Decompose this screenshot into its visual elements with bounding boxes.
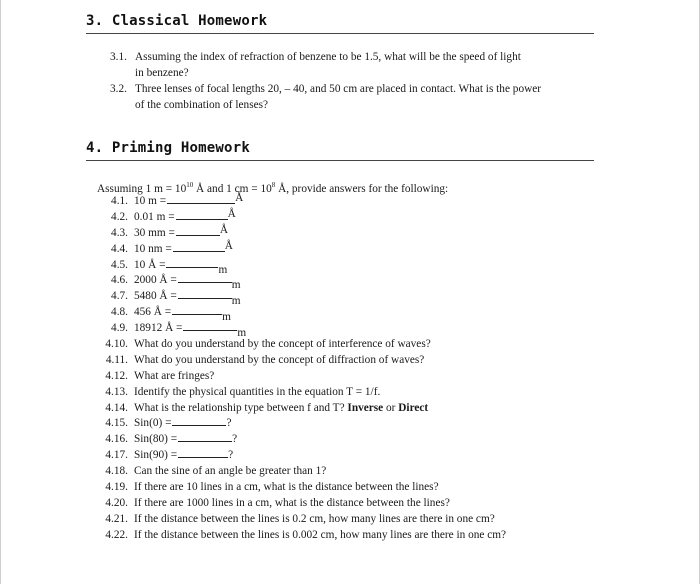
answer-blank[interactable] <box>176 209 228 220</box>
question-4-11 <box>0 352 700 368</box>
question-number: 4.17. <box>105 449 128 462</box>
question-mark: ? <box>228 449 234 462</box>
answer-blank[interactable] <box>178 272 232 283</box>
question-line: in benzene? <box>135 67 189 79</box>
sine-lhs: Sin(80) = <box>134 433 178 446</box>
conversion-lhs: 30 mm = <box>134 226 175 239</box>
conversion-unit: m <box>222 311 231 324</box>
question-mark: ? <box>226 417 232 430</box>
question-4-3 <box>0 225 700 241</box>
question-number: 3.2. <box>110 83 127 95</box>
question-text: If there are 1000 lines in a cm, what is the distance between the lines? <box>134 496 450 509</box>
question-number: 4.3. <box>111 226 128 239</box>
question-number: 4.9. <box>111 322 128 335</box>
answer-blank[interactable] <box>178 288 232 299</box>
question-number: 4.4. <box>111 242 128 255</box>
question-number: 4.10. <box>105 338 128 351</box>
section3-rule <box>86 33 594 34</box>
question-text: If there are 10 lines in a cm, what is the distance between the lines? <box>134 481 439 494</box>
conversion-lhs: 456 Å = <box>134 306 172 319</box>
section4-rule <box>86 160 594 161</box>
question-4-18 <box>0 463 700 479</box>
conversion-lhs: 10 Å = <box>134 258 166 271</box>
conversion-lhs: 10 m = <box>134 195 167 207</box>
question-4-5 <box>0 257 700 276</box>
question-4-2 <box>0 209 700 225</box>
question-3-1 <box>110 49 590 81</box>
question-number: 4.6. <box>111 274 128 287</box>
question-4-16 <box>0 431 700 447</box>
question-4-20 <box>0 495 700 511</box>
intro-exponent: 10 <box>186 181 194 189</box>
question-number: 4.11. <box>105 353 128 366</box>
question-text: What is the relationship type between f and T? <box>134 401 348 414</box>
question-4-4 <box>0 241 700 257</box>
question-4-22 <box>0 527 700 543</box>
question-number: 4.18. <box>105 465 128 478</box>
question-mark: ? <box>232 433 238 446</box>
conversion-unit: Å <box>227 207 236 220</box>
option-direct: Direct <box>398 401 429 414</box>
answer-blank[interactable] <box>178 431 232 442</box>
question-4-8 <box>0 304 700 324</box>
question-text: What are fringes? <box>134 369 215 382</box>
question-text: Can the sine of an angle be greater than 1? <box>134 465 327 478</box>
question-text: What do you understand by the concept of diffraction of waves? <box>134 353 425 366</box>
intro-exponent: 8 <box>271 181 276 189</box>
question-4-21 <box>0 511 700 527</box>
question-4-17 <box>0 447 700 463</box>
answer-blank[interactable] <box>178 447 228 458</box>
answer-blank[interactable] <box>167 193 235 204</box>
option-separator: or <box>383 401 399 414</box>
conversion-unit: Å <box>235 192 244 204</box>
conversion-lhs: 10 nm = <box>134 242 172 255</box>
answer-blank[interactable] <box>172 304 222 315</box>
question-4-13 <box>0 384 700 400</box>
question-text <box>135 81 590 113</box>
answer-blank[interactable] <box>172 415 226 426</box>
question-number: 4.15. <box>105 417 128 430</box>
question-line: of the combination of lenses? <box>135 99 269 111</box>
question-number: 4.5. <box>111 258 128 271</box>
question-4-19 <box>0 479 700 495</box>
section3-list <box>110 49 590 113</box>
answer-blank[interactable] <box>176 225 220 236</box>
conversion-unit: Å <box>219 223 229 236</box>
question-line: Three lenses of focal lengths 20, – 40, and 50 cm are placed in contact. What is the power <box>135 83 542 95</box>
question-4-1 <box>0 193 700 209</box>
answer-blank[interactable] <box>183 320 237 331</box>
question-number: 3.1. <box>110 51 127 63</box>
question-4-6 <box>0 272 700 292</box>
section4-title: 4. Priming Homework <box>86 140 250 156</box>
conversion-lhs: 18912 Å = <box>134 322 183 335</box>
section4-list <box>0 193 700 543</box>
conversion-lhs: 2000 Å = <box>134 274 177 287</box>
question-text: Identify the physical quantities in the equation T = 1/f. <box>134 385 381 398</box>
question-line: Assuming the index of refraction of benzene to be 1.5, what will be the speed of light <box>135 51 521 63</box>
sine-lhs: Sin(0) = <box>134 417 172 430</box>
question-4-9 <box>0 320 700 340</box>
question-4-15 <box>0 415 700 431</box>
question-number: 4.2. <box>111 210 128 223</box>
question-text: If the distance between the lines is 0.2 cm, how many lines are there in one cm? <box>134 512 495 525</box>
question-text: If the distance between the lines is 0.002 cm, how many lines are there in one cm? <box>134 528 507 541</box>
intro-text: Å and 1 cm = 10 <box>193 182 272 195</box>
question-number: 4.1. <box>111 195 128 207</box>
question-number: 4.14. <box>105 401 128 414</box>
conversion-unit: m <box>218 263 228 276</box>
question-text: What do you understand by the concept of interference of waves? <box>134 338 431 351</box>
option-inverse: Inverse <box>347 401 384 414</box>
answer-blank[interactable] <box>173 241 225 252</box>
question-4-14 <box>0 400 700 416</box>
conversion-unit: m <box>231 279 241 292</box>
intro-text: Å, provide answers for the following: <box>275 182 449 195</box>
conversion-unit: Å <box>224 239 233 252</box>
question-number: 4.21. <box>105 512 128 525</box>
intro-text: Assuming 1 m = 10 <box>97 182 187 195</box>
conversion-unit: m <box>237 327 247 340</box>
question-number: 4.7. <box>111 290 128 303</box>
question-number: 4.8. <box>111 306 128 319</box>
question-text <box>135 49 590 81</box>
question-number: 4.19. <box>105 481 128 494</box>
conversion-lhs: 5480 Å = <box>134 290 177 303</box>
sine-lhs: Sin(90) = <box>134 449 178 462</box>
question-number: 4.13. <box>105 385 128 398</box>
question-4-12 <box>0 368 700 384</box>
question-number: 4.22. <box>105 528 128 541</box>
section3-title: 3. Classical Homework <box>86 13 268 29</box>
question-3-2 <box>110 81 590 113</box>
question-4-7 <box>0 288 700 308</box>
conversion-unit: m <box>231 295 241 308</box>
question-4-10 <box>0 336 700 352</box>
conversion-lhs: 0.01 m = <box>134 210 175 223</box>
answer-blank[interactable] <box>166 257 218 268</box>
question-number: 4.16. <box>105 433 128 446</box>
question-number: 4.12. <box>105 369 128 382</box>
question-number: 4.20. <box>105 496 128 509</box>
